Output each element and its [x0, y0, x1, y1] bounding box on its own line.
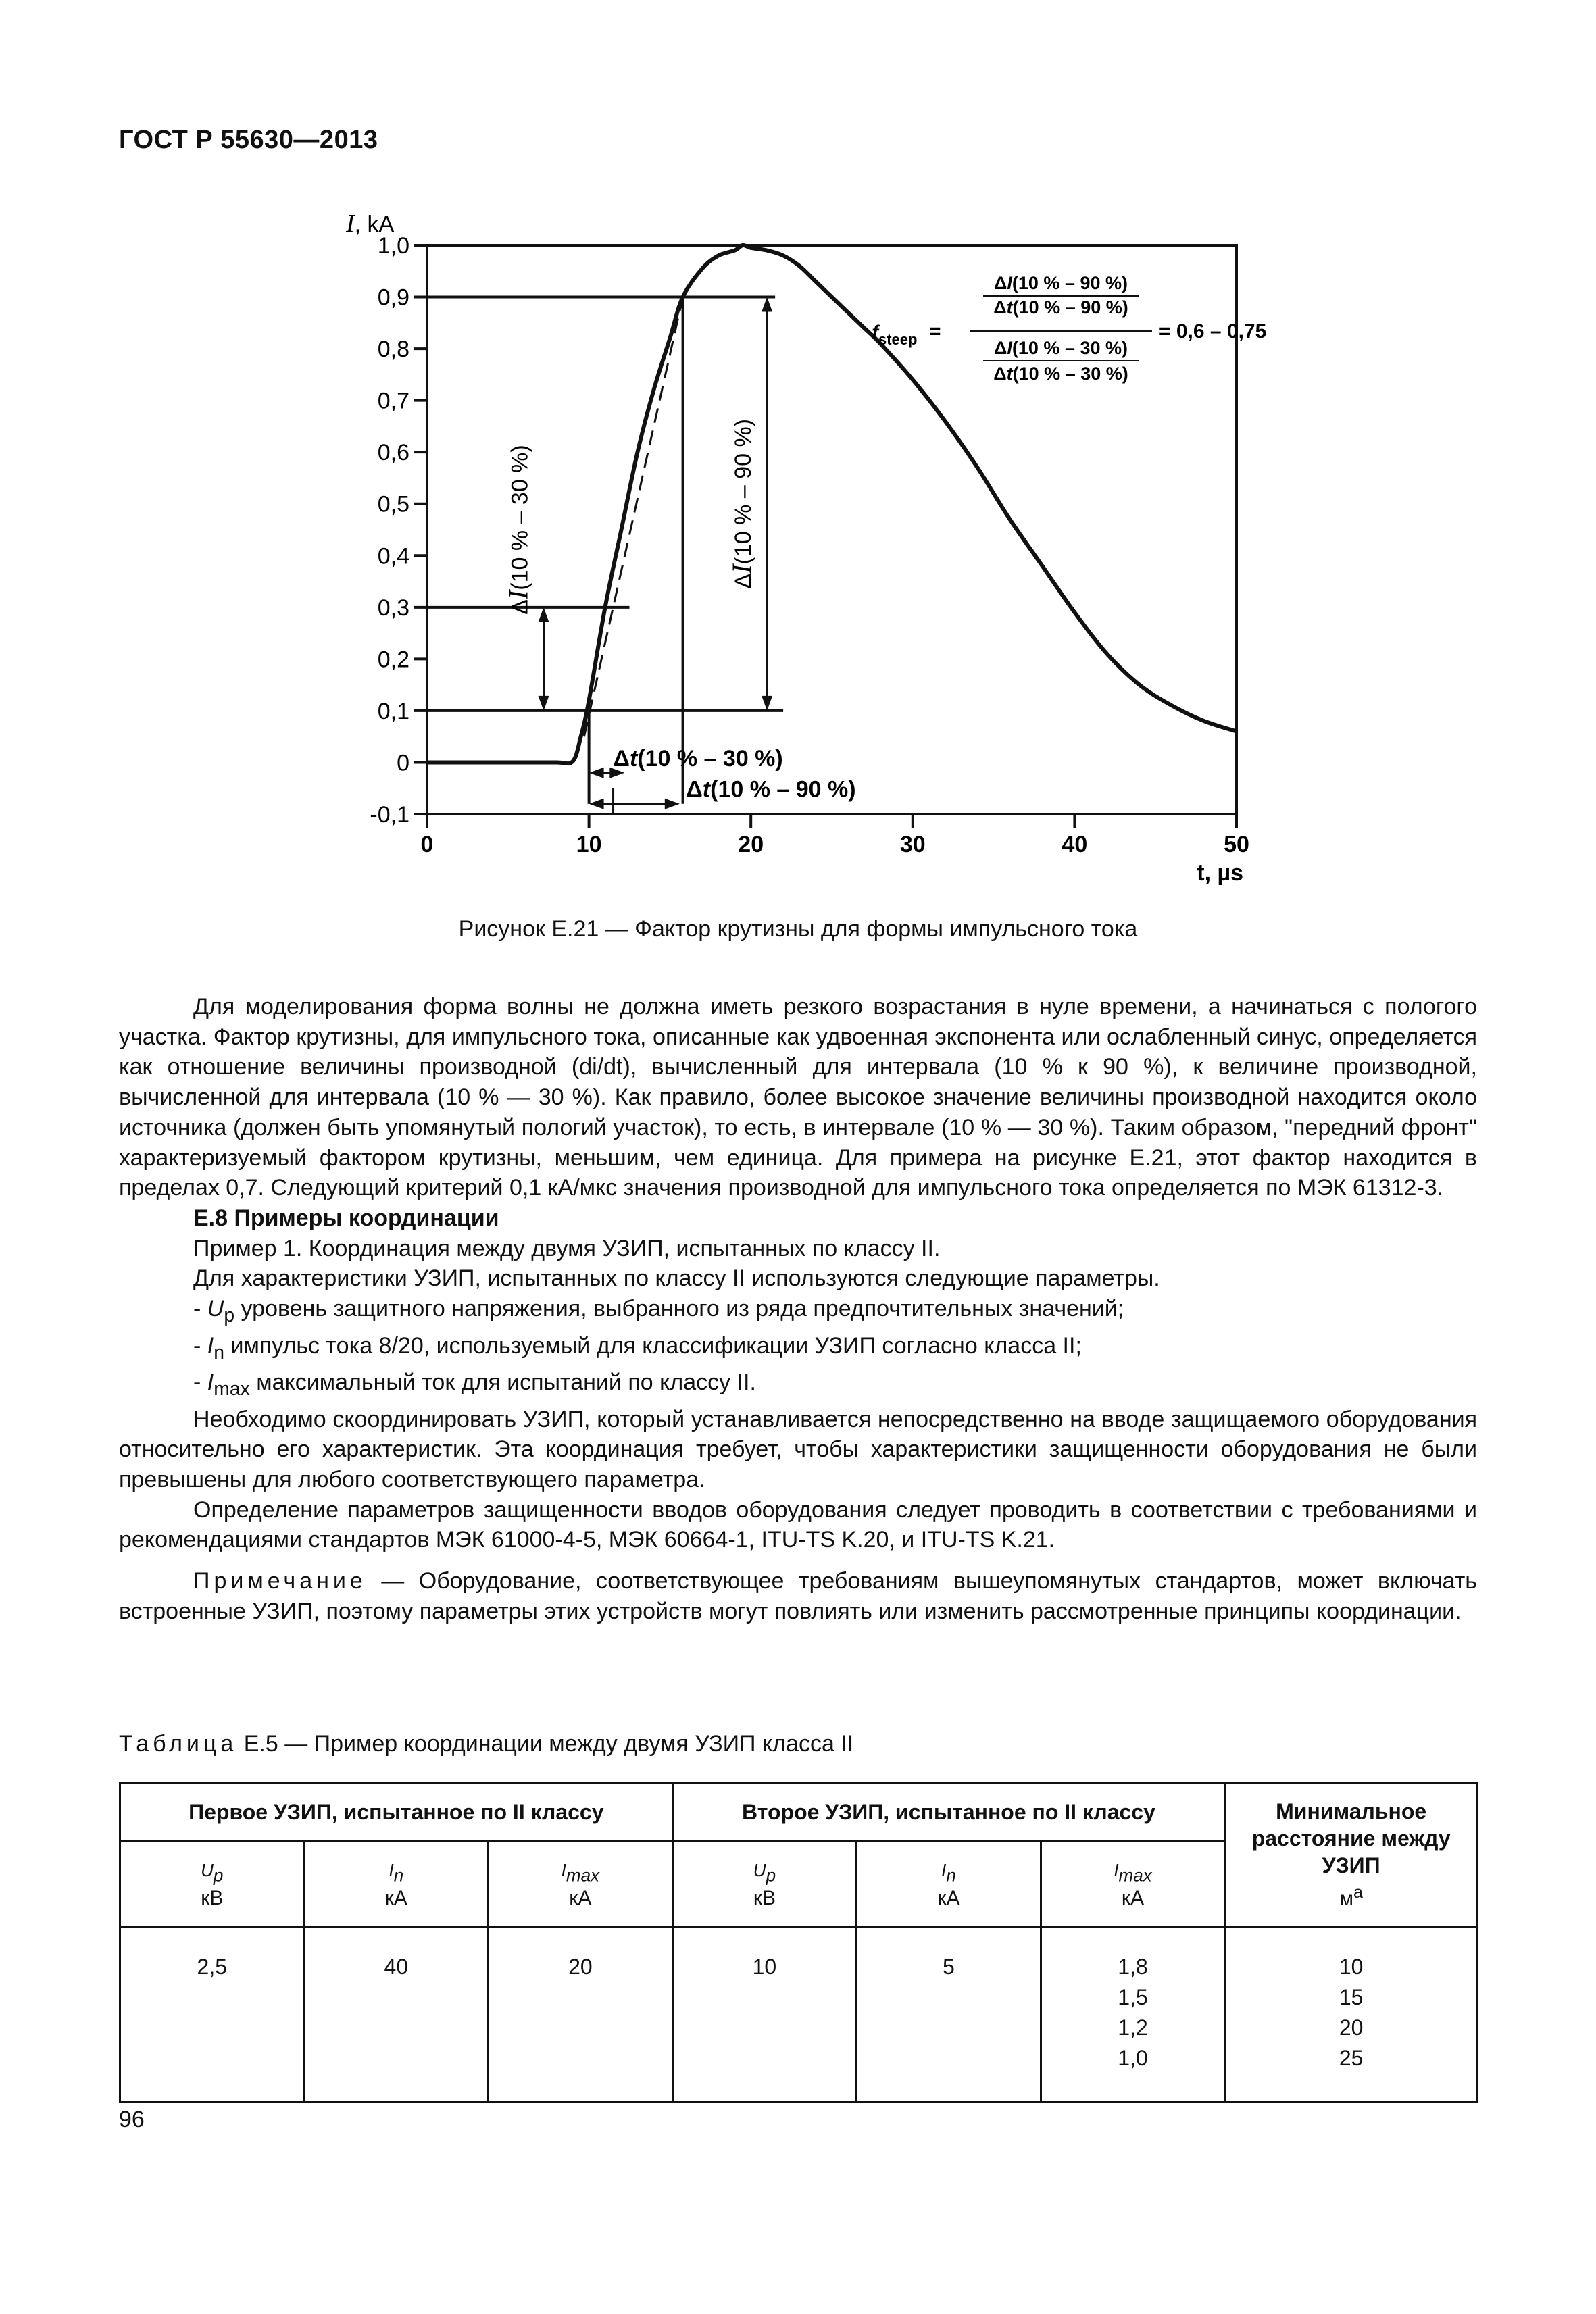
col-up-2-sub: p [766, 1865, 776, 1886]
y-tick-label: 0 [397, 750, 409, 776]
cell-distance-value: 20 [1339, 2015, 1364, 2040]
col-imax-1-unit: кА [569, 1886, 592, 1909]
header-min-distance [1225, 1784, 1478, 1927]
y-tick-label: -0,1 [370, 802, 409, 828]
delta-t-10-90-label-symbol: t [702, 776, 711, 803]
col-up-1 [120, 1841, 305, 1927]
table-title-text: Е.5 — Пример координации между двумя УЗИП класса II [237, 1731, 854, 1757]
formula-num-top-range: (10 % – 90 %) [1012, 273, 1128, 293]
y-axis-label [345, 209, 395, 238]
delta-t-10-90-label-range: (10 % – 90 %) [710, 776, 856, 803]
y-axis-symbol: I [346, 209, 355, 238]
formula-den-top-symbol: I [1007, 338, 1012, 358]
col-up-2-unit: кВ [753, 1886, 776, 1909]
formula-den-bot [993, 363, 1128, 384]
param-imax-text: максимальный ток для испытаний по классу II. [249, 1369, 756, 1396]
delta-i-10-30-label-symbol: I [503, 590, 534, 600]
table-label: Таблица [119, 1731, 238, 1757]
y-tick-label: 0,3 [377, 595, 409, 621]
delta-i-10-30-label [503, 445, 534, 615]
delta-i-10-90-arrow-head-top [762, 297, 772, 312]
delta-i-10-90-arrow-head-bottom [762, 696, 772, 711]
col-up-1-sub: p [213, 1865, 224, 1886]
cell-up-2: 10 [672, 1927, 857, 2102]
param-in: - $I_n$ импульс тока 8/20, используемый для классификации УЗИП согласно класса II; [193, 1332, 1082, 1363]
delta-i-10-30-arrow-head-top [539, 607, 549, 622]
formula-den-bot-delta: Δ [993, 363, 1007, 384]
formula-num-bot-symbol: t [1006, 297, 1013, 318]
col-in-2-sub: n [946, 1865, 956, 1886]
formula-num-top-delta: Δ [993, 273, 1007, 293]
cell-imax-1: 20 [489, 1927, 673, 2102]
formula-num-bot-delta: Δ [993, 297, 1007, 318]
formula-result: = 0,6 – 0,75 [1159, 320, 1267, 343]
dashed-slope-line [584, 297, 682, 737]
col-in-1-sub: n [393, 1865, 404, 1886]
min-distance-label: Минимальное расстояние между УЗИП [1251, 1799, 1451, 1878]
delta-t-10-90-label-delta: Δ [686, 776, 703, 803]
formula-den-top-delta: Δ [993, 338, 1007, 358]
col-up-1-sym: U [201, 1860, 214, 1881]
y-tick-label: 1,0 [377, 233, 409, 259]
cell-min-distance [1225, 1927, 1478, 2102]
delta-t-10-30-label-symbol: t [629, 745, 638, 772]
figure-e21 [338, 199, 1284, 899]
param-in-text: импульс тока 8/20, используемый для классификации УЗИП согласно класса II; [224, 1332, 1082, 1359]
cell-in-1: 40 [304, 1927, 489, 2102]
formula-num-top [994, 273, 1128, 293]
col-up-2-sym: U [753, 1860, 766, 1881]
param-imax-symbol: I [207, 1369, 214, 1396]
x-tick-label: 20 [738, 832, 764, 857]
delta-i-10-90-label-range: (10 % – 90 %) [730, 418, 757, 565]
formula-den-bot-symbol: t [1006, 363, 1013, 384]
cell-imax-2-value: 1,2 [1118, 2015, 1148, 2040]
param-in-symbol: I [207, 1332, 214, 1359]
formula-den-top [994, 338, 1128, 358]
col-up-2 [672, 1841, 857, 1927]
x-tick-label: 40 [1062, 832, 1088, 857]
delta-t-10-90-arrow-head-left [589, 799, 604, 809]
y-tick-label: 0,7 [377, 388, 409, 414]
delta-i-10-30-label-delta: Δ [507, 599, 533, 615]
col-imax-2-sub: max [1118, 1865, 1152, 1886]
impulse-current-curve [427, 245, 1237, 763]
y-tick-label: 0,9 [377, 284, 409, 311]
formula-num-top-symbol: I [1007, 273, 1012, 293]
formula-num-bot-range: (10 % – 90 %) [1012, 297, 1128, 318]
header-second-spd: Второе УЗИП, испытанное по II классу [672, 1784, 1225, 1841]
table-title [119, 1731, 853, 1757]
paragraph-coordination: Необходимо скоординировать УЗИП, который устанавливается непосредственно на вводе защищаемого оборудования относительно его характеристик. Эта координация требует, чтобы характеристики защищенности оборудования не были превышены для любого соответствующего параметра. [119, 1406, 1477, 1492]
formula-den-bot-range: (10 % – 30 %) [1012, 363, 1128, 384]
delta-t-10-30-label-delta: Δ [613, 745, 630, 772]
note-text: — Оборудование, соответствующее требованиям вышеупомянутых стандартов, может включать встроенные УЗИП, поэтому параметры этих устройств могут повлиять или изменить рассмотренные принципы координации. [119, 1568, 1477, 1624]
paragraph-steepness: Для моделирования форма волны не должна иметь резкого возрастания в нуле времени, а начинаться с пологого участка. Фактор крутизны, для импульсного тока, описанные как удвоенная экспонента или ослабленный синус, определяется как отношение величины производной (di/dt), вычисленный для интервала (10 % к 90 %), к величине производной, вычисленной для интервала (10 % — 30 %). Как правило, более высокое значение величины производной находится около источника (должен быть упомянутый пологий участок), то есть, в интервале (10 % — 30 %). Таким образом, "передний фронт" характеризуемый фактором крутизны, меньшим, чем единица. Для примера на рисунке Е.21, этот фактор находится в пределах 0,7. Следующий критерий 0,1 кА/мкс значения производной для импульсного тока определяется по МЭК 61312-3. [119, 994, 1477, 1201]
delta-t-10-30-label-range: (10 % – 30 %) [637, 745, 783, 772]
y-tick-label: 0,1 [377, 698, 409, 724]
example-1: Пример 1. Координация между двумя УЗИП, испытанных по классу II. [193, 1235, 941, 1261]
formula-num-bot [993, 297, 1128, 318]
cell-in-2: 5 [857, 1927, 1041, 2102]
cell-distance-value: 10 [1339, 1955, 1364, 1979]
body-text [119, 992, 1477, 1626]
formula-eq: = [929, 320, 941, 343]
col-in-2-sym: I [941, 1860, 947, 1881]
x-tick-label: 0 [420, 832, 434, 857]
formula-den-top-range: (10 % – 30 %) [1012, 338, 1128, 358]
col-imax-1-sym: I [561, 1860, 566, 1881]
col-in-2-unit: кА [937, 1886, 960, 1909]
param-up: - $U_p$ уровень защитного напряжения, выбранного из ряда предпочтительных значений; [193, 1296, 1124, 1326]
col-up-1-unit: кВ [201, 1886, 224, 1909]
y-tick-label: 0,6 [377, 440, 409, 466]
formula-f-symbol: f [872, 322, 878, 344]
delta-i-10-90-label-symbol: I [726, 564, 757, 574]
y-tick-label: 0,8 [377, 336, 409, 363]
y-tick-label: 0,5 [377, 491, 409, 518]
col-in-1 [304, 1841, 489, 1927]
cell-distance-value: 15 [1339, 1985, 1364, 2009]
param-up-text: уровень защитного напряжения, выбранного из ряда предпочтительных значений; [234, 1296, 1124, 1322]
param-up-symbol: U [207, 1296, 224, 1322]
delta-i-10-90-label [726, 419, 757, 589]
x-axis-label: t, µs [1197, 860, 1243, 886]
col-in-1-unit: кА [384, 1886, 407, 1909]
delta-t-10-30-label [614, 746, 783, 772]
header-first-spd: Первое УЗИП, испытанное по II классу [120, 1784, 673, 1841]
delta-t-10-30-arrow-head-left [589, 768, 604, 778]
cell-up-1: 2,5 [120, 1927, 305, 2102]
y-tick-label: 0,2 [377, 647, 409, 673]
section-heading: Е.8 Примеры координации [193, 1205, 499, 1231]
cell-imax-2-value: 1,8 [1118, 1955, 1148, 1979]
param-in-sub: n [214, 1341, 224, 1363]
x-tick-label: 30 [899, 832, 926, 857]
min-distance-unit [1339, 1882, 1363, 1910]
table-e5 [119, 1782, 1478, 2103]
delta-i-10-30-arrow-head-bottom [539, 696, 549, 711]
col-imax-2-unit: кА [1121, 1886, 1145, 1909]
param-imax-sub: max [214, 1378, 250, 1400]
cell-imax-2-value: 1,5 [1118, 1985, 1148, 2009]
cell-imax-2-value: 1,0 [1118, 2046, 1148, 2070]
min-distance-footnote: а [1353, 1882, 1363, 1902]
note [119, 1566, 1477, 1626]
min-distance-unit-text: м [1339, 1887, 1353, 1910]
col-imax-1 [489, 1841, 673, 1927]
paragraph-standards: Определение параметров защищенности вводов оборудования следует проводить в соответствии с требованиями и рекомендациями стандартов МЭК 61000-4-5, МЭК 60664-1, ITU-TS K.20, и ITU-TS K.21. [119, 1496, 1477, 1553]
delta-t-10-90-label [686, 777, 855, 803]
formula-f [872, 322, 917, 348]
cell-imax-2 [1041, 1927, 1225, 2102]
note-label: Примечание [193, 1568, 367, 1594]
y-tick-label: 0,4 [377, 543, 409, 570]
formula-f-sub: steep [878, 331, 918, 348]
param-imax: - $I_{max}$ максимальный ток для испытаний по классу II. [193, 1369, 756, 1400]
figure-caption: Рисунок Е.21 — Фактор крутизны для формы импульсного тока [458, 916, 1138, 942]
col-in-1-sym: I [389, 1860, 394, 1881]
col-imax-2-sym: I [1114, 1860, 1119, 1881]
delta-i-10-30-label-range: (10 % – 30 %) [507, 445, 533, 590]
x-tick-label: 10 [576, 832, 602, 857]
page-number: 96 [119, 2107, 145, 2132]
document-header: ГОСТ Р 55630—2013 [119, 126, 378, 154]
params-intro: Для характеристики УЗИП, испытанных по классу II используются следующие параметры. [193, 1265, 1160, 1292]
x-tick-label: 50 [1224, 832, 1249, 857]
delta-i-10-90-label-delta: Δ [730, 573, 757, 589]
impulse-current-chart [338, 199, 1284, 895]
col-imax-1-sub: max [566, 1865, 600, 1886]
cell-distance-value: 25 [1339, 2046, 1364, 2070]
y-axis-unit: , kA [354, 211, 395, 237]
table-row [120, 1927, 1478, 2102]
col-imax-2 [1041, 1841, 1225, 1927]
param-up-sub: p [224, 1304, 235, 1326]
col-in-2 [857, 1841, 1041, 1927]
delta-t-10-90-arrow-head-right [665, 799, 680, 809]
